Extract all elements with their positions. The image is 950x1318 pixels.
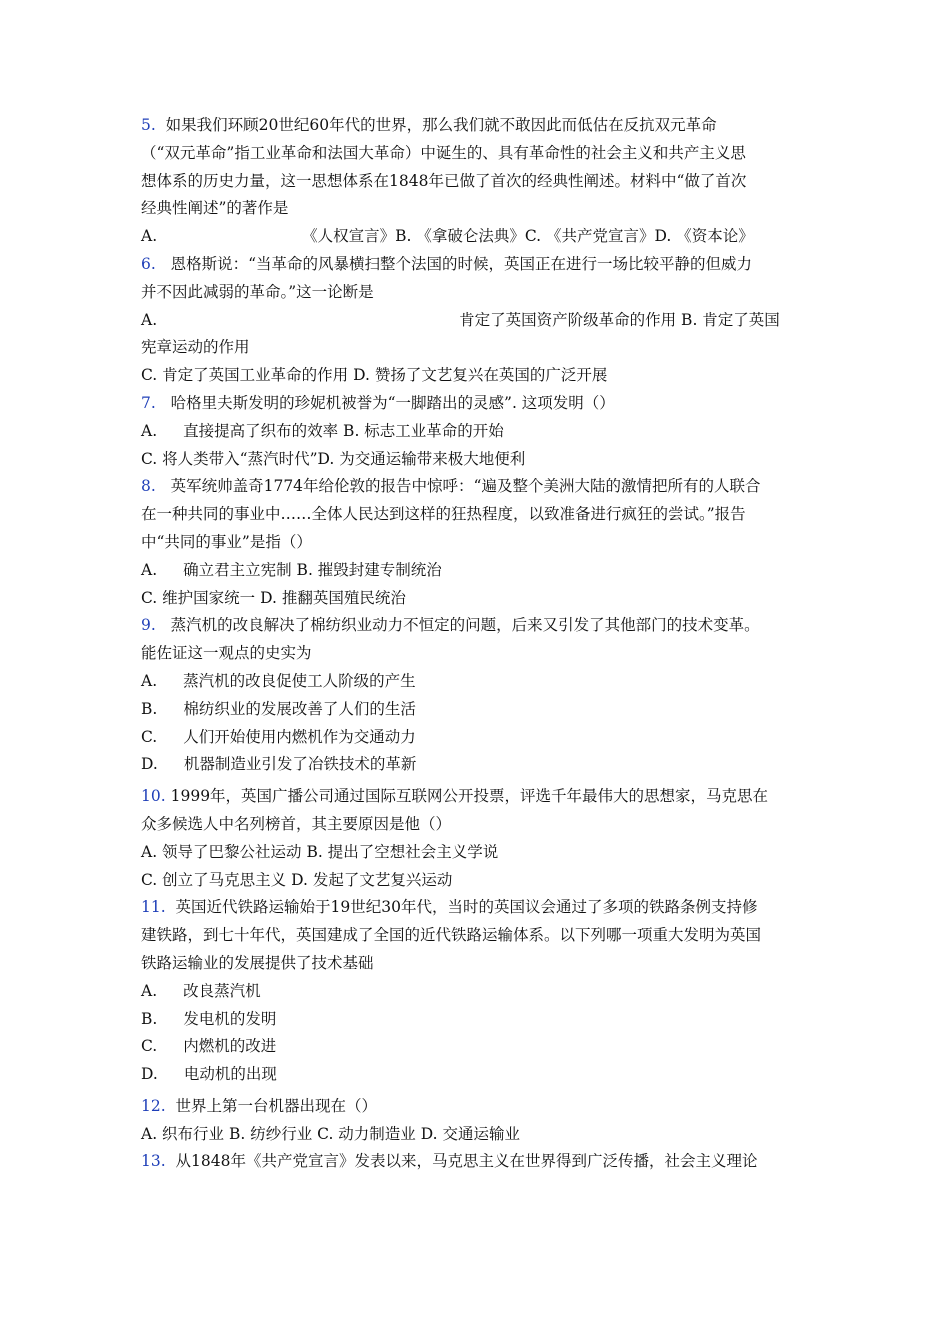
question-5: 5. 如果我们环顾20世纪60年代的世界，那么我们就不敢因此而低估在反抗双元革命 （“双元革命”指工业革命和法国大革命）中诞生的、具有革命性的社会主义和共产主义思 想体系的历史力量，这一思想体系在1848年已做了首次的经典性阐述。材料中“做了首次 经典性阐述”的著作是 A. 《人权宣言》B. 《拿破仑法典》C. 《共产党宣言》D. 《资本论》	[141, 112, 821, 251]
question-text: 从1848年《共产党宣言》发表以来，马克思主义在世界得到广泛传播，社会主义理论	[175, 1152, 758, 1171]
question-text: 世界上第一台机器出现在（）	[175, 1096, 378, 1115]
question-number: 7	[141, 393, 151, 412]
question-number: 9	[141, 616, 151, 635]
question-text: （“双元革命”指工业革命和法国大革命）中诞生的、具有革命性的社会主义和共产主义思	[141, 143, 746, 162]
option-b: B. 发电机的发明	[141, 1009, 277, 1028]
question-text: 恩格斯说：“当革命的风暴横扫整个法国的时候，英国正在进行一场比较平静的但威力	[170, 254, 753, 273]
question-text: 英军统帅盖奇1774年给伦敦的报告中惊呼：“遍及整个美洲大陆的激情把所有的人联合	[170, 477, 761, 496]
options-line: A. 直接提高了织布的效率 B. 标志工业革命的开始	[141, 421, 504, 440]
question-text: 哈格里夫斯发明的珍妮机被誉为“一脚踏出的灵感”. 这项发明（）	[170, 393, 615, 412]
option-a: A. 蒸汽机的改良促使工人阶级的产生	[141, 671, 416, 690]
question-8: 8. 英军统帅盖奇1774年给伦敦的报告中惊呼：“遍及整个美洲大陆的激情把所有的人联合 在一种共同的事业中……全体人民达到这样的狂热程度，以致准备进行疯狂的尝试。”报告 中“共同的事业”是指（） A. 确立君主立宪制 B. 摧毁封建专制统治 C. 维护国家统一 D. 推翻英国殖民统治	[141, 473, 821, 612]
question-number: 13	[141, 1152, 161, 1171]
question-list	[141, 112, 821, 1176]
options-line: C. 肯定了英国工业革命的作用 D. 赞扬了文艺复兴在英国的广泛开展	[141, 366, 608, 385]
options-line: A. 领导了巴黎公社运动 B. 提出了空想社会主义学说	[141, 842, 499, 861]
options-line: 宪章运动的作用	[141, 338, 250, 357]
options-line: A. 肯定了英国资产阶级革命的作用 B. 肯定了英国	[141, 310, 780, 329]
option-d: D. 机器制造业引发了冶铁技术的革新	[141, 755, 417, 774]
question-12: 12. 世界上第一台机器出现在（） A. 织布行业 B. 纺纱行业 C. 动力制造业 D. 交通运输业	[141, 1093, 821, 1149]
question-text: 中“共同的事业”是指（）	[141, 532, 312, 551]
question-text: 在一种共同的事业中……全体人民达到这样的狂热程度，以致准备进行疯狂的尝试。”报告	[141, 505, 746, 524]
question-text: 想体系的历史力量，这一思想体系在1848年已做了首次的经典性阐述。材料中“做了首次	[141, 171, 747, 190]
question-text: 建铁路，到七十年代，英国建成了全国的近代铁路运输体系。以下列哪一项重大发明为英国	[141, 926, 762, 945]
question-number: 11	[141, 898, 161, 917]
question-text: 英国近代铁路运输始于19世纪30年代，当时的英国议会通过了多项的铁路条例支持修	[175, 898, 758, 917]
question-text: 并不因此减弱的革命。”这一论断是	[141, 282, 374, 301]
question-text: 众多候选人中名列榜首，其主要原因是他（）	[141, 814, 452, 833]
question-text: 如果我们环顾20世纪60年代的世界，那么我们就不敢因此而低估在反抗双元革命	[165, 116, 717, 134]
option-b: B. 棉纺织业的发展改善了人们的生活	[141, 699, 416, 718]
question-11: 11. 英国近代铁路运输始于19世纪30年代，当时的英国议会通过了多项的铁路条例支持修 建铁路，到七十年代，英国建成了全国的近代铁路运输体系。以下列哪一项重大发明为英国 铁路运输业的发展提供了技术基础 A. 改良蒸汽机 B. 发电机的发明 C. 内燃机的改进 D. 电动机的出现	[141, 894, 821, 1089]
question-6: 6. 恩格斯说：“当革命的风暴横扫整个法国的时候，英国正在进行一场比较平静的但威力 并不因此减弱的革命。”这一论断是 A. 肯定了英国资产阶级革命的作用 B. 肯定了英国 宪章运动的作用 C. 肯定了英国工业革命的作用 D. 赞扬了文艺复兴在英国的广泛开展	[141, 251, 821, 390]
options-line: A. 确立君主立宪制 B. 摧毁封建专制统治	[141, 560, 442, 579]
question-7: 7. 哈格里夫斯发明的珍妮机被誉为“一脚踏出的灵感”. 这项发明（） A. 直接提高了织布的效率 B. 标志工业革命的开始 C. 将人类带入“蒸汽时代”D. 为交通运输带来极大地便利	[141, 390, 821, 473]
question-number: 5	[141, 116, 151, 134]
question-text: 经典性阐述”的著作是	[141, 199, 289, 218]
options-line: C. 创立了马克思主义 D. 发起了文艺复兴运动	[141, 870, 453, 889]
option-c: C. 人们开始使用内燃机作为交通动力	[141, 727, 416, 746]
option-a: A. 改良蒸汽机	[141, 981, 261, 1000]
question-10: 10. 1999年，英国广播公司通过国际互联网公开投票，评选千年最伟大的思想家，马克思在 众多候选人中名列榜首，其主要原因是他（） A. 领导了巴黎公社运动 B. 提出了空想社会主义学说 C. 创立了马克思主义 D. 发起了文艺复兴运动	[141, 783, 821, 894]
question-number: 10	[141, 787, 161, 806]
question-13: 13. 从1848年《共产党宣言》发表以来，马克思主义在世界得到广泛传播，社会主义理论	[141, 1152, 758, 1171]
question-text: 1999年，英国广播公司通过国际互联网公开投票，评选千年最伟大的思想家，马克思在	[170, 787, 769, 806]
question-number: 8	[141, 477, 151, 496]
options-line: C. 维护国家统一 D. 推翻英国殖民统治	[141, 588, 406, 607]
question-number: 6	[141, 254, 151, 273]
option-c: C. 内燃机的改进	[141, 1037, 277, 1056]
question-text: 蒸汽机的改良解决了棉纺织业动力不恒定的问题，后来又引发了其他部门的技术变革。	[170, 616, 760, 635]
question-text: 铁路运输业的发展提供了技术基础	[141, 953, 374, 972]
options-line: C. 将人类带入“蒸汽时代”D. 为交通运输带来极大地便利	[141, 449, 526, 468]
option-d: D. 电动机的出现	[141, 1065, 277, 1084]
question-text: 能佐证这一观点的史实为	[141, 644, 312, 663]
question-9: 9. 蒸汽机的改良解决了棉纺织业动力不恒定的问题，后来又引发了其他部门的技术变革。 能佐证这一观点的史实为 A. 蒸汽机的改良促使工人阶级的产生 B. 棉纺织业的发展改善了人们的生活 C. 人们开始使用内燃机作为交通动力 D. 机器制造业引发了冶铁技术的革新	[141, 612, 821, 779]
question-number: 12	[141, 1096, 161, 1115]
options-line: A. 《人权宣言》B. 《拿破仑法典》C. 《共产党宣言》D. 《资本论》	[141, 227, 754, 246]
options-line: A. 织布行业 B. 纺纱行业 C. 动力制造业 D. 交通运输业	[141, 1124, 520, 1143]
